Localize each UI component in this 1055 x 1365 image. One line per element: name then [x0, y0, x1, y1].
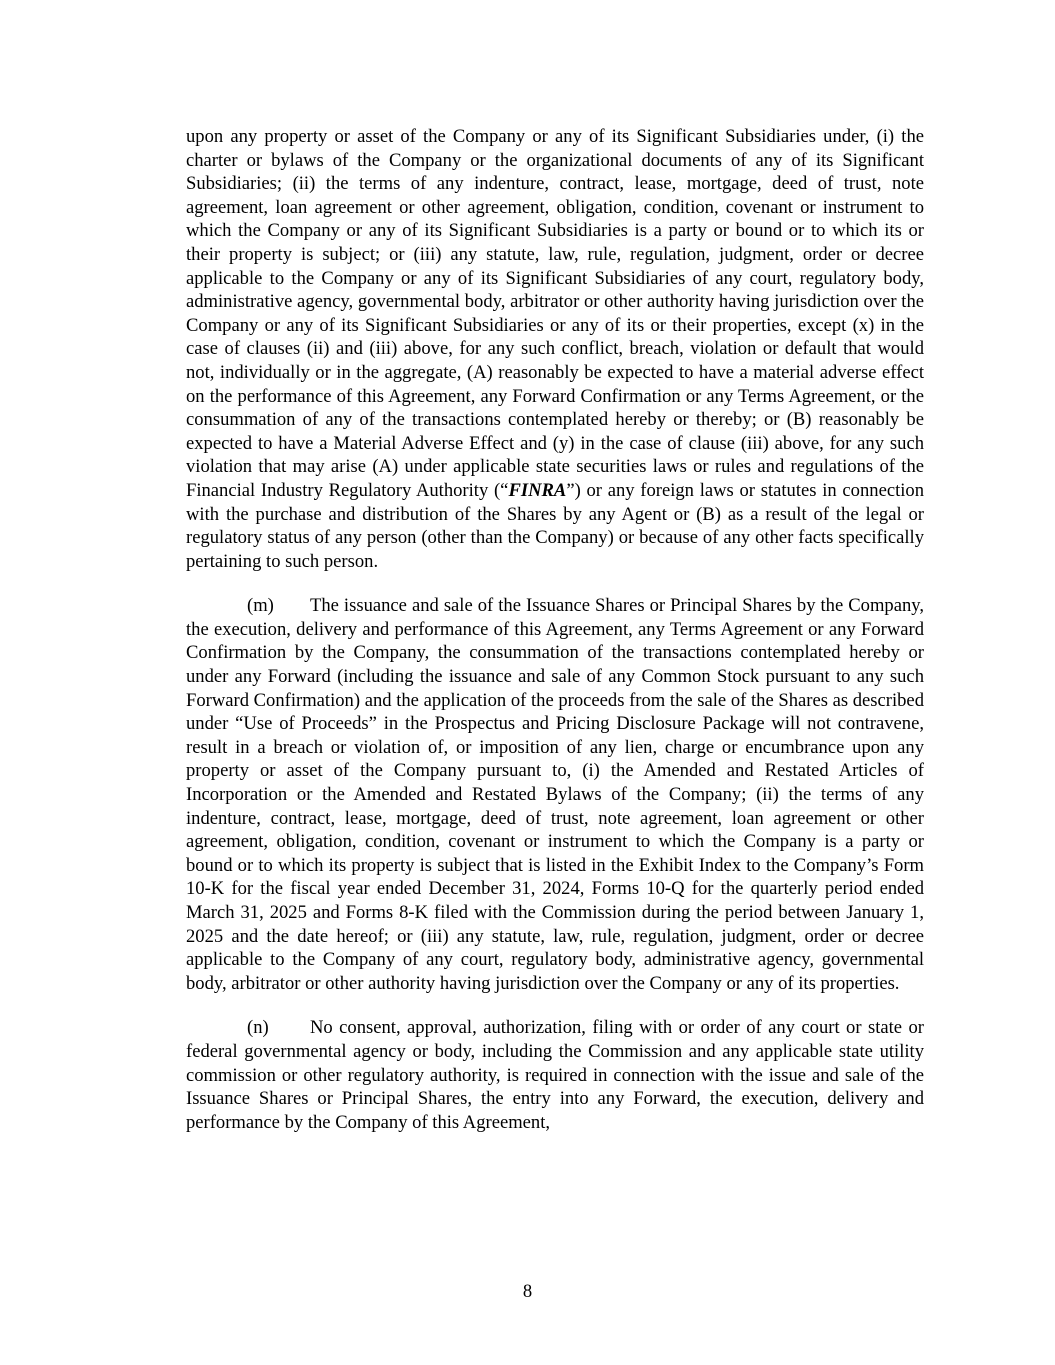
page-number: 8: [522, 1281, 533, 1302]
section-m-text: The issuance and sale of the Issuance Shares or Principal Shares by the Company, the execution, delivery and performance of this Agreement, any Terms Agreement or any Forward Confirmation by the Company, the consummation of the transactions contemplated hereby or under any Forward (including the issuance and sale of any Common Stock pursuant to any such Forward Confirmation) and the application of the proceeds from the sale of the Shares as described under “Use of Proceeds” in the Prospectus and Pricing Disclosure Package will not contravene, result in a breach or violation of, or imposition of any lien, charge or encumbrance upon any property or asset of the Company pursuant to, (i) the Amended and Restated Articles of Incorporation or the Amended and Restated Bylaws of the Company; (ii) the terms of any indenture, contract, lease, mortgage, deed of trust, note agreement, loan agreement or other agreement, obligation, condition, covenant or instrument to which the Company is a party or bound or to which its property is subject that is listed in the Exhibit Index to the Company’s Form 10-K for the fiscal year ended December 31, 2024, Forms 10-Q for the quarterly period ended March 31, 2025 and Forms 8-K filed with the Commission during the period between January 1, 2025 and the date hereof; or (iii) any statute, law, rule, regulation, judgment, order or decree applicable to the Company of any court, regulatory body, administrative agency, governmental body, arbitrator or other authority having jurisdiction over the Company or any of its properties.: [186, 595, 924, 994]
continuation-text-part-1: upon any property or asset of the Company or any of its Significant Subsidiaries under, (i) the charter or bylaws of the Company or the organizational documents of any of its Significant Subsidiaries; (ii) the terms of any indenture, contract, lease, mortgage, deed of trust, note agreement, loan agreement or other agreement, obligation, condition, covenant or instrument to which the Company or any of its Significant Subsidiaries is a party or bound or to which its or their property is subject; or (iii) any statute, law, rule, regulation, judgment, order or decree applicable to the Company or any of its Significant Subsidiaries of any court, regulatory body, administrative agency, governmental body, arbitrator or other authority having jurisdiction over the Company or any of its Significant Subsidiaries or any of its or their properties, except (x) in the case of clauses (ii) and (iii) above, for any such conflict, breach, violation or default that would not, individually or in the aggregate, (A) reasonably be expected to have a material adverse effect on the performance of this Agreement, any Forward Confirmation or any Terms Agreement, or the consummation of any of the transactions contemplated hereby or thereby; or (B) reasonably be expected to have a Material Adverse Effect and (y) in the case of clause (iii) above, for any such violation that may arise (A) under applicable state securities laws or rules and regulations of the Financial Industry Regulatory Authority (“: [186, 126, 924, 501]
section-m-paragraph: [186, 594, 924, 995]
section-n-text: No consent, approval, authorization, filing with or order of any court or state or federal governmental agency or body, including the Commission and any applicable state utility commission or other regulatory authority, is required in connection with the issue and sale of the Issuance Shares or Principal Shares, the entry into any Forward, the execution, delivery and performance by the Company of this Agreement,: [186, 1017, 924, 1133]
section-n-label: (n): [247, 1017, 269, 1039]
section-m-label: (m): [247, 595, 274, 617]
section-n-paragraph: [186, 1016, 924, 1134]
continuation-text-part-2: ”) or any foreign laws or statutes in connection with the purchase and distribution of the Shares by any Agent or (B) as a result of the legal or regulatory status of any person (other than the Company) or because of any other facts specifically pertaining to such person.: [186, 479, 924, 572]
defined-term-finra: FINRA: [508, 479, 567, 501]
document-body: [186, 125, 924, 1134]
continuation-paragraph: [186, 125, 924, 573]
